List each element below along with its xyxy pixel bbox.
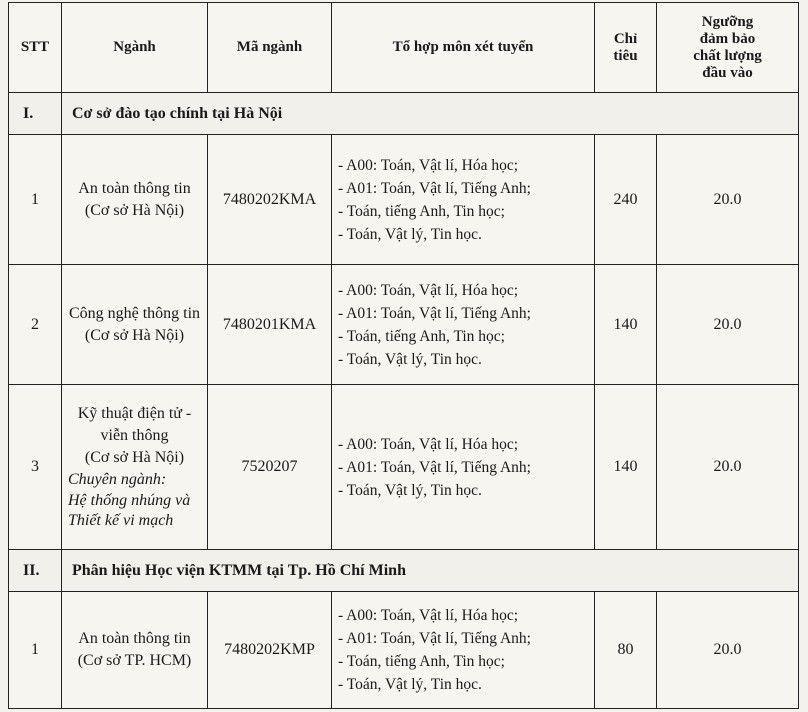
row-threshold: 20.0 bbox=[657, 385, 799, 550]
specialty-name: Hệ thống nhúng và Thiết kế vi mạch bbox=[68, 492, 191, 529]
header-major: Ngành bbox=[62, 3, 208, 93]
major-campus: (Cơ sở TP. HCM) bbox=[77, 652, 192, 669]
row-subjects bbox=[332, 385, 595, 550]
row-stt: 2 bbox=[9, 265, 62, 385]
subject-combo: - A01: Toán, Vật lí, Tiếng Anh; bbox=[338, 304, 531, 322]
row-major bbox=[62, 135, 208, 265]
table-row bbox=[9, 265, 799, 385]
row-quota: 140 bbox=[595, 265, 657, 385]
row-threshold: 20.0 bbox=[657, 265, 799, 385]
row-code: 7520207 bbox=[208, 385, 332, 550]
table-row bbox=[9, 135, 799, 265]
major-campus: (Cơ sở Hà Nội) bbox=[84, 326, 185, 344]
specialty-label: Chuyên ngành: bbox=[68, 471, 167, 488]
header-code: Mã ngành bbox=[208, 3, 332, 93]
section-number: I. bbox=[9, 93, 62, 135]
row-quota: 240 bbox=[595, 135, 657, 265]
table-row bbox=[9, 592, 799, 709]
row-threshold: 20.0 bbox=[657, 592, 799, 709]
subject-combo: - A01: Toán, Vật lí, Tiếng Anh; bbox=[338, 179, 531, 197]
subject-combo: - A00: Toán, Vật lí, Hóa học; bbox=[338, 156, 519, 174]
row-code: 7480202KMA bbox=[208, 135, 332, 265]
subject-combo: - A01: Toán, Vật lí, Tiếng Anh; bbox=[338, 458, 531, 476]
row-code: 7480201KMA bbox=[208, 265, 332, 385]
major-name: Kỹ thuật điện tử - viễn thông bbox=[77, 405, 192, 444]
row-major bbox=[62, 592, 208, 709]
subject-combo: - Toán, Vật lý, Tin học. bbox=[338, 481, 482, 499]
major-name: Công nghệ thông tin bbox=[68, 304, 201, 322]
subject-combo: - Toán, Vật lý, Tin học. bbox=[338, 676, 482, 693]
row-subjects bbox=[332, 592, 595, 709]
subject-combo: - Toán, tiếng Anh, Tin học; bbox=[338, 653, 505, 670]
subject-combo: - Toán, Vật lý, Tin học. bbox=[338, 350, 482, 368]
header-subjects: Tổ hợp môn xét tuyển bbox=[332, 3, 595, 93]
subject-combo: - Toán, tiếng Anh, Tin học; bbox=[338, 202, 505, 220]
header-quota: Chỉ tiêu bbox=[595, 3, 657, 93]
row-stt: 3 bbox=[9, 385, 62, 550]
header-threshold: Ngưỡng đảm bảo chất lượng đầu vào bbox=[657, 3, 799, 93]
row-stt: 1 bbox=[9, 135, 62, 265]
admissions-table bbox=[8, 2, 799, 709]
subject-combo: - Toán, tiếng Anh, Tin học; bbox=[338, 327, 505, 345]
subject-combo: - A01: Toán, Vật lí, Tiếng Anh; bbox=[338, 630, 531, 647]
subject-combo: - A00: Toán, Vật lí, Hóa học; bbox=[338, 435, 519, 453]
row-subjects bbox=[332, 265, 595, 385]
section-title: Phân hiệu Học viện KTMM tại Tp. Hồ Chí Minh bbox=[62, 550, 799, 592]
section-number: II. bbox=[9, 550, 62, 592]
major-name: An toàn thông tin bbox=[78, 630, 191, 647]
section-row-hcm bbox=[9, 550, 799, 592]
row-threshold: 20.0 bbox=[657, 135, 799, 265]
major-campus: (Cơ sở Hà Nội) bbox=[84, 449, 185, 466]
row-major bbox=[62, 265, 208, 385]
row-quota: 80 bbox=[595, 592, 657, 709]
section-row-hanoi bbox=[9, 93, 799, 135]
row-quota: 140 bbox=[595, 385, 657, 550]
row-subjects bbox=[332, 135, 595, 265]
row-code: 7480202KMP bbox=[208, 592, 332, 709]
section-title: Cơ sở đào tạo chính tại Hà Nội bbox=[62, 93, 799, 135]
subject-combo: - A00: Toán, Vật lí, Hóa học; bbox=[338, 607, 519, 624]
table-header-row bbox=[9, 3, 799, 93]
row-stt: 1 bbox=[9, 592, 62, 709]
major-name: An toàn thông tin bbox=[78, 179, 191, 197]
subject-combo: - Toán, Vật lý, Tin học. bbox=[338, 225, 482, 243]
row-major bbox=[62, 385, 208, 550]
major-campus: (Cơ sở Hà Nội) bbox=[84, 201, 185, 219]
table-row bbox=[9, 385, 799, 550]
subject-combo: - A00: Toán, Vật lí, Hóa học; bbox=[338, 281, 519, 299]
header-stt: STT bbox=[9, 3, 62, 93]
